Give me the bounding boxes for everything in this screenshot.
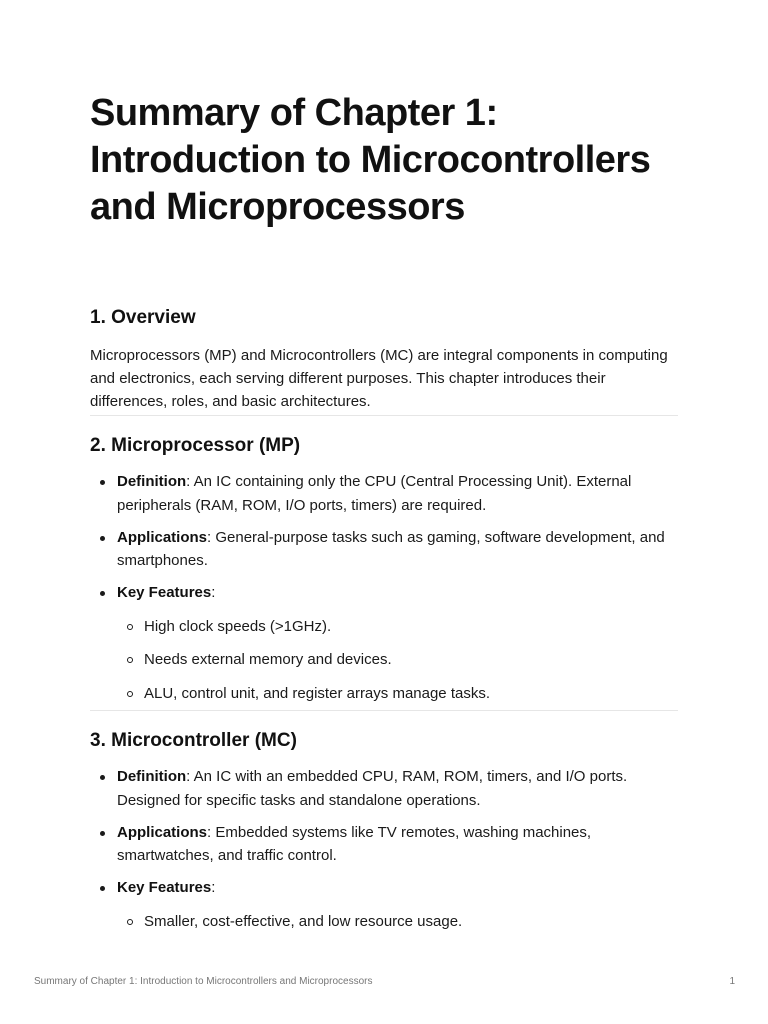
key-features-colon: : <box>211 584 216 601</box>
list-item <box>90 821 678 868</box>
applications-text: : General-purpose tasks such as gaming, software development, and smartphones. <box>117 528 665 569</box>
list-item <box>90 581 678 705</box>
definition-label: Definition <box>117 768 187 785</box>
footer-title: Summary of Chapter 1: Introduction to Microcontrollers and Microprocessors <box>34 976 373 987</box>
definition-label: Definition <box>117 473 187 490</box>
sub-list-item: Smaller, cost-effective, and low resource usage. <box>117 910 678 934</box>
sub-list-item: High clock speeds (>1GHz). <box>117 615 678 639</box>
definition-text: : An IC containing only the CPU (Central Processing Unit). External peripherals (RAM, ROM, I/O ports, timers) are required. <box>117 473 632 514</box>
list-item <box>90 876 678 933</box>
key-features-sublist <box>117 910 678 934</box>
microprocessor-section <box>90 435 678 715</box>
microcontroller-heading: 3. Microcontroller (MC) <box>90 730 297 751</box>
applications-text: : Embedded systems like TV remotes, washing machines, smartwatches, and traffic control. <box>117 823 592 864</box>
microprocessor-list <box>90 470 678 705</box>
list-item <box>90 470 678 517</box>
list-item <box>90 765 678 812</box>
list-item <box>90 526 678 573</box>
key-features-label: Key Features <box>117 584 212 601</box>
overview-heading: 1. Overview <box>90 307 196 328</box>
applications-label: Applications <box>117 528 208 546</box>
key-features-label: Key Features <box>117 879 212 896</box>
sub-list-item: Needs external memory and devices. <box>117 648 678 672</box>
overview-paragraph: Microprocessors (MP) and Microcontrollers (MC) are integral components in computing and electronics, each serving different purposes. This chapter introduces their differences, roles, and basic architectures. <box>90 347 668 410</box>
key-features-sublist <box>117 615 678 706</box>
key-features-colon: : <box>211 879 216 896</box>
page-title: Summary of Chapter 1: Introduction to Microcontrollers and Microprocessors <box>90 92 651 228</box>
overview-section <box>90 307 678 413</box>
section-divider <box>90 415 678 416</box>
microprocessor-heading: 2. Microprocessor (MP) <box>90 435 301 456</box>
sub-list-item: ALU, control unit, and register arrays manage tasks. <box>117 682 678 706</box>
microcontroller-section <box>90 730 678 943</box>
applications-label: Applications <box>117 823 208 841</box>
page-number: 1 <box>729 976 735 987</box>
microcontroller-list <box>90 765 678 933</box>
definition-text: : An IC with an embedded CPU, RAM, ROM, timers, and I/O ports. Designed for specific tasks and standalone operations. <box>117 768 628 809</box>
section-divider <box>90 710 678 711</box>
